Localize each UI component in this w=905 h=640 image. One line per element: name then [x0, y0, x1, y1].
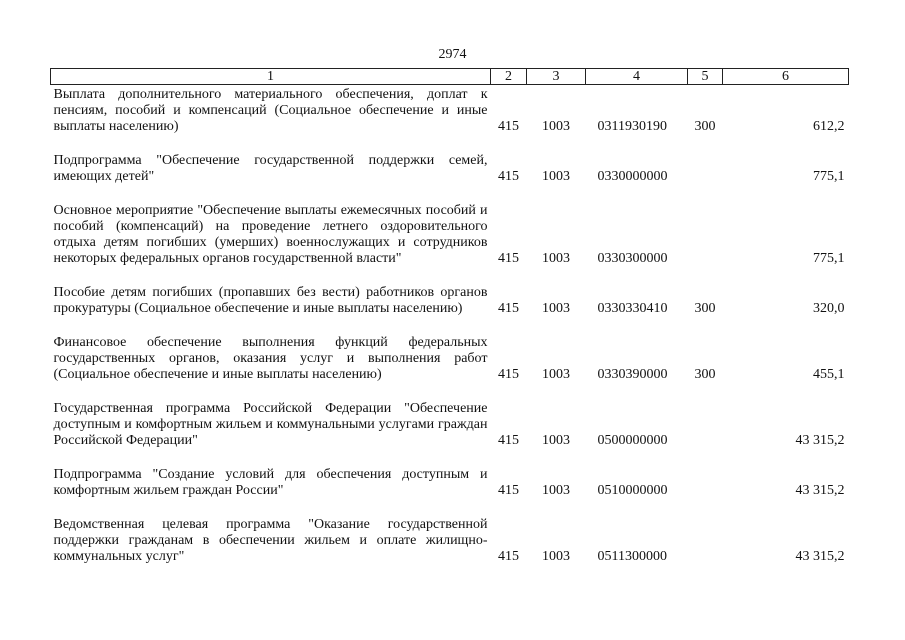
- row-ministry-code: 415: [498, 169, 519, 184]
- row-ministry-code: 415: [498, 301, 519, 316]
- row-expense-type: [688, 467, 723, 499]
- table-row: [51, 401, 849, 449]
- row-section-code: 1003: [542, 169, 570, 184]
- row-expense-type: 300: [694, 301, 716, 316]
- row-ministry-code: 415: [498, 251, 519, 266]
- row-target-article: 0330000000: [597, 169, 668, 184]
- row-target-article: 0330390000: [597, 367, 668, 382]
- row-ministry-code: 415: [498, 433, 519, 448]
- page-number: 2974: [438, 47, 467, 62]
- row-expense-type: 300: [694, 119, 716, 134]
- row-ministry-code: 415: [498, 549, 519, 564]
- row-section-code: 1003: [542, 119, 570, 134]
- budget-table: [50, 68, 849, 565]
- row-amount: 455,1: [813, 367, 845, 382]
- column-header-1: 1: [51, 69, 491, 85]
- column-header-2: 2: [491, 69, 527, 85]
- row-section-code: 1003: [542, 549, 570, 564]
- table-row: [51, 285, 849, 317]
- row-section-code: 1003: [542, 367, 570, 382]
- table-row: [51, 335, 849, 383]
- row-expense-type: [688, 153, 723, 185]
- row-target-article: 0330330410: [597, 301, 668, 316]
- row-description: Выплата дополнительного материального обеспечения, доплат к пенсиям, пособий и компенсаций (Социальное обеспечение и иные выплаты населению): [53, 87, 488, 134]
- row-expense-type: [688, 401, 723, 449]
- row-description: Ведомственная целевая программа "Оказание государственной поддержки гражданам в обеспечении жильем и оплате жилищно-коммунальных услуг": [53, 517, 488, 564]
- row-description: Подпрограмма "Создание условий для обеспечения доступным и комфортным жильем граждан России": [53, 467, 488, 498]
- row-ministry-code: 415: [498, 119, 519, 134]
- table-row: [51, 467, 849, 499]
- row-expense-type: [688, 517, 723, 565]
- table-row: [51, 203, 849, 267]
- row-description: Пособие детям погибших (пропавших без вести) работников органов прокуратуры (Социальное обеспечение и иные выплаты населению): [53, 285, 488, 316]
- row-description: Финансовое обеспечение выполнения функций федеральных государственных органов, оказания услуг и выполнения работ (Социальное обеспечение и иные выплаты населению): [53, 335, 488, 382]
- row-amount: 43 315,2: [795, 483, 845, 498]
- row-expense-type: 300: [694, 367, 716, 382]
- row-expense-type: [688, 203, 723, 267]
- row-target-article: 0330300000: [597, 251, 668, 266]
- column-header-3: 3: [527, 69, 586, 85]
- row-ministry-code: 415: [498, 483, 519, 498]
- row-description: Основное мероприятие "Обеспечение выплаты ежемесячных пособий и пособий (компенсаций) на проведение летнего оздоровительного отдыха детям погибших (умерших) военнослужащих и сотрудников некоторых федеральных органов государственной власти": [53, 203, 488, 266]
- row-section-code: 1003: [542, 483, 570, 498]
- row-amount: 612,2: [813, 119, 845, 134]
- table-row: [51, 153, 849, 185]
- row-target-article: 0311930190: [597, 119, 667, 134]
- row-amount: 775,1: [813, 169, 845, 184]
- row-section-code: 1003: [542, 433, 570, 448]
- row-amount: 43 315,2: [795, 433, 845, 448]
- table-row: [51, 87, 849, 135]
- row-target-article: 0500000000: [597, 433, 668, 448]
- row-description: Подпрограмма "Обеспечение государственной поддержки семей, имеющих детей": [53, 153, 488, 184]
- column-header-4: 4: [586, 69, 688, 85]
- row-amount: 43 315,2: [795, 549, 845, 564]
- table-row: [51, 517, 849, 565]
- column-header-6: 6: [723, 69, 849, 85]
- row-amount: 775,1: [813, 251, 845, 266]
- row-ministry-code: 415: [498, 367, 519, 382]
- row-target-article: 0511300000: [597, 549, 667, 564]
- column-header-5: 5: [688, 69, 723, 85]
- row-description: Государственная программа Российской Федерации "Обеспечение доступным и комфортным жильем и коммунальными услугами граждан Российской Федерации": [53, 401, 488, 448]
- row-section-code: 1003: [542, 301, 570, 316]
- row-target-article: 0510000000: [597, 483, 668, 498]
- table-header-row: [51, 69, 849, 85]
- row-section-code: 1003: [542, 251, 570, 266]
- row-amount: 320,0: [813, 301, 845, 316]
